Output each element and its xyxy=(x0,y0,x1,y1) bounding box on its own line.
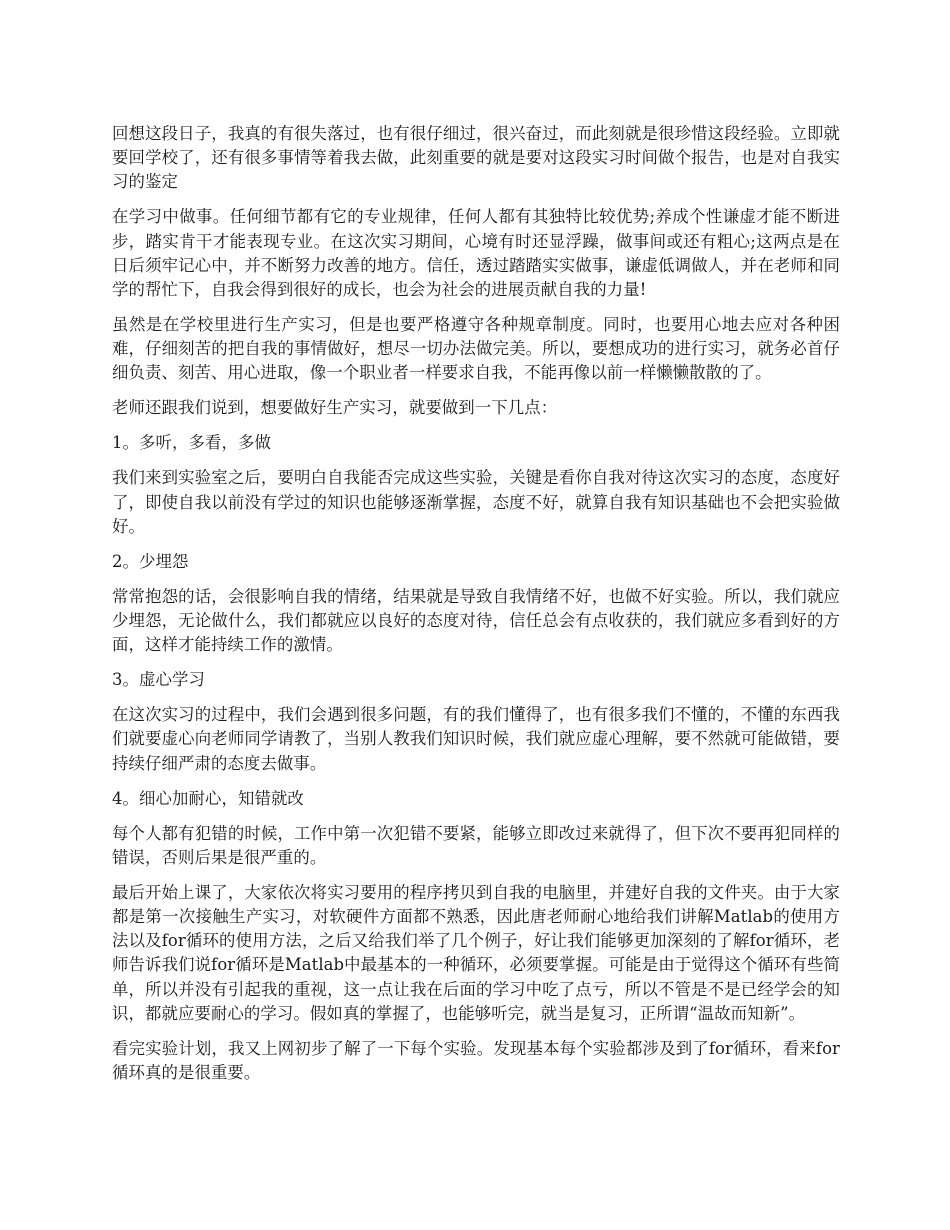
heading-point-2: 2。少埋怨 xyxy=(112,551,189,571)
paragraph-teacher-points-intro: 老师还跟我们说到，想要做好生产实习，就要做到一下几点： xyxy=(112,398,558,418)
heading-point-4: 4。细心加耐心，知错就改 xyxy=(112,788,304,808)
paragraph-learning-by-doing: 在学习中做事。任何细节都有它的专业规律，任何人都有其独特比较优势;养成个性谦虚才能不断进步，踏实肯干才能表现专业。在这次实习期间，心境有时还显浮躁，做事间或还有粗心;这两点是在日后须牢记心中，并不断努力改善的地方。信任，透过踏踏实实做事，谦虚低调做人，并在老师和同学的帮忙下，自我会得到很好的成长，也会为社会的进展贡献自我的力量! xyxy=(112,207,840,300)
heading-point-1: 1。多听，多看，多做 xyxy=(112,433,271,453)
paragraph-point-3: 在这次实习的过程中，我们会遇到很多问题，有的我们懂得了，也有很多我们不懂的，不懂的东西我们就要虚心向老师同学请教了，当别人教我们知识时候，我们就应虚心理解，要不然就可能做错，要持续仔细严肃的态度去做事。 xyxy=(112,705,840,773)
document-body xyxy=(112,122,840,1096)
paragraph-school-rules: 虽然是在学校里进行生产实习，但是也要严格遵守各种规章制度。同时，也要用心地去应对各种困难，仔细刻苦的把自我的事情做好，想尽一切办法做完美。所以，要想成功的进行实习，就务必首仔细负责、刻苦、用心进取，像一个职业者一样要求自我，不能再像以前一样懒懒散散的了。 xyxy=(112,315,840,383)
paragraph-reflection: 回想这段日子，我真的有很失落过，也有很仔细过，很兴奋过，而此刻就是很珍惜这段经验。立即就要回学校了，还有很多事情等着我去做，此刻重要的就是要对这段实习时间做个报告，也是对自我实习的鉴定 xyxy=(112,124,840,192)
paragraph-point-4: 每个人都有犯错的时候，工作中第一次犯错不要紧，能够立即改过来就得了，但下次不要再犯同样的错误，否则后果是很严重的。 xyxy=(112,823,840,867)
paragraph-point-1: 我们来到实验室之后，要明白自我能否完成这些实验，关键是看你自我对待这次实习的态度，态度好了，即使自我以前没有学过的知识也能够逐渐掌握，态度不好，就算自我有知识基础也不会把实验做好。 xyxy=(112,468,840,536)
paragraph-matlab-class: 最后开始上课了，大家依次将实习要用的程序拷贝到自我的电脑里，并建好自我的文件夹。由于大家都是第一次接触生产实习，对软硬件方面都不熟悉，因此唐老师耐心地给我们讲解Matlab的使用方法以及for循环的使用方法，之后又给我们举了几个例子，好让我们能够更加深刻的了解for循环，老师告诉我们说for循环是Matlab中最基本的一种循环，必须要掌握。可能是由于觉得这个循环有些简单，所以并没有引起我的重视，这一点让我在后面的学习中吃了点亏，所以不管是不是已经学会的知识，都就应要耐心的学习。假如真的掌握了，也能够听完，就当是复习，正所谓“温故而知新”。 xyxy=(112,882,840,1023)
heading-point-3: 3。虚心学习 xyxy=(112,670,205,690)
paragraph-point-2: 常常抱怨的话，会很影响自我的情绪，结果就是导致自我情绪不好，也做不好实验。所以，我们就应少埋怨，无论做什么，我们都就应以良好的态度对待，信任总会有点收获的，我们就应多看到好的方面，这样才能持续工作的激情。 xyxy=(112,586,840,655)
paragraph-experiment-plan: 看完实验计划，我又上网初步了解了一下每个实验。发现基本每个实验都涉及到了for循环，看来for循环真的是很重要。 xyxy=(112,1038,840,1083)
